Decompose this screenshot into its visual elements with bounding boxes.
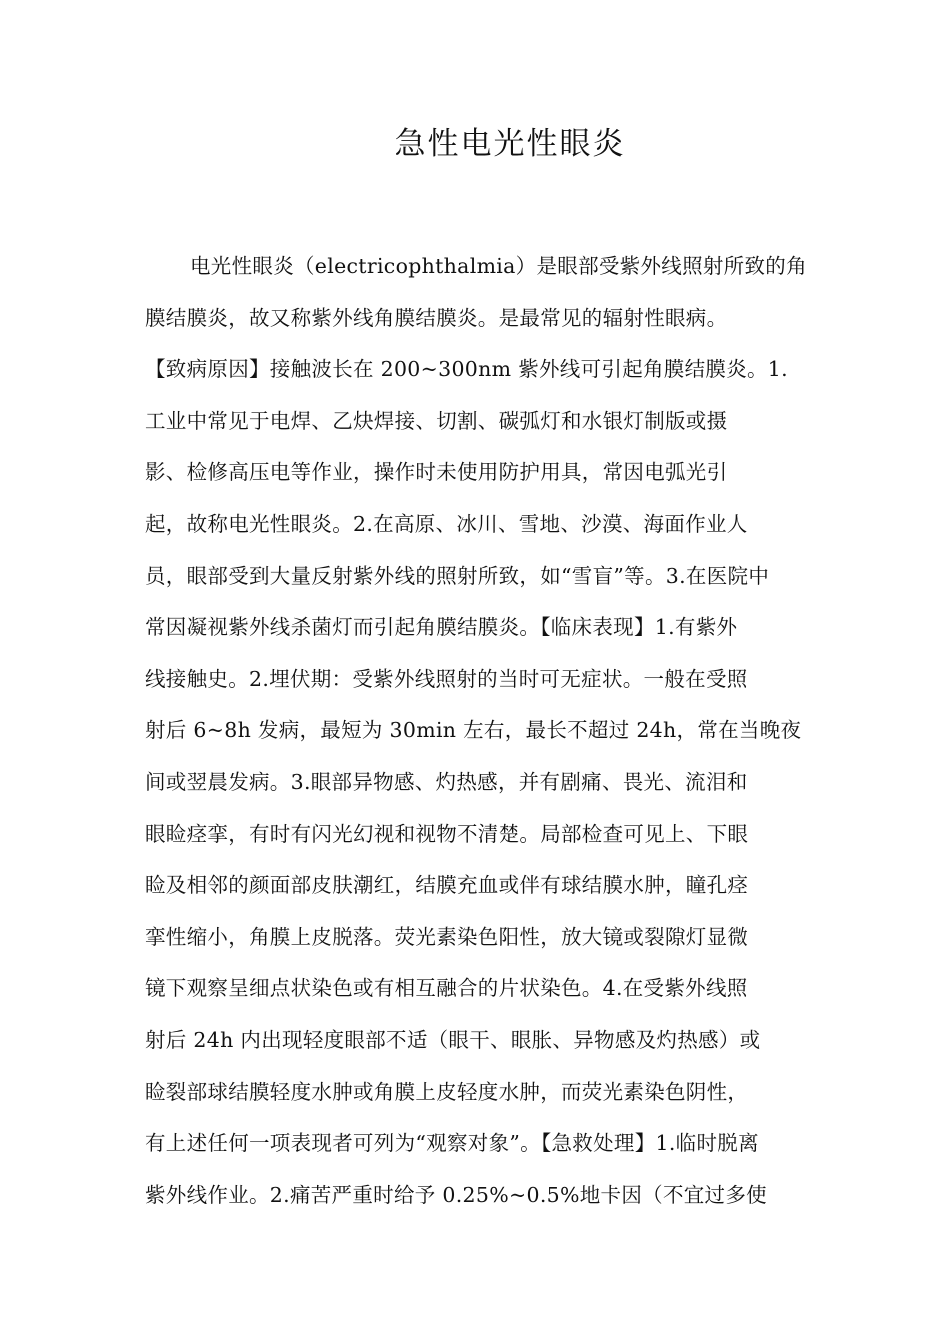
body-line: 常因凝视紫外线杀菌灯而引起角膜结膜炎。【临床表现】1.有紫外 — [145, 615, 738, 640]
document-title: 急性电光性眼炎 — [394, 126, 626, 162]
body-line: 影、检修高压电等作业，操作时未使用防护用具，常因电弧光引 — [145, 460, 728, 485]
body-line: 电光性眼炎（electricophthalmia）是眼部受紫外线照射所致的角 — [190, 254, 807, 278]
body-line: 员，眼部受到大量反射紫外线的照射所致，如“雪盲”等。3.在医院中 — [145, 563, 770, 588]
body-line: 线接触史。2.埋伏期：受紫外线照射的当时可无症状。一般在受照 — [145, 666, 748, 691]
body-line: 【致病原因】接触波长在 200~300nm 紫外线可引起角膜结膜炎。1. — [145, 357, 788, 382]
body-line: 紫外线作业。2.痛苦严重时给予 0.25%~0.5%地卡因（不宜过多使 — [145, 1182, 767, 1207]
body-line: 睑裂部球结膜轻度水肿或角膜上皮轻度水肿，而荧光素染色阴性， — [145, 1079, 749, 1104]
body-line: 睑及相邻的颜面部皮肤潮红，结膜充血或伴有球结膜水肿，瞳孔痉 — [145, 873, 749, 898]
body-line: 有上述任何一项表现者可列为“观察对象”。【急救处理】1.临时脱离 — [145, 1131, 759, 1156]
body-line: 挛性缩小，角膜上皮脱落。荧光素染色阳性，放大镜或裂隙灯显微 — [145, 924, 749, 949]
body-line: 镜下观察呈细点状染色或有相互融合的片状染色。4.在受紫外线照 — [145, 976, 748, 1001]
body-line: 射后 24h 内出现轻度眼部不适（眼干、眼胀、异物感及灼热感）或 — [145, 1027, 761, 1052]
document-body — [145, 248, 825, 1228]
body-line: 起，故称电光性眼炎。2.在高原、冰川、雪地、沙漠、海面作业人 — [145, 511, 748, 536]
body-line: 眼睑痉挛，有时有闪光幻视和视物不清楚。局部检查可见上、下眼 — [145, 821, 749, 846]
body-line: 射后 6~8h 发病，最短为 30min 左右，最长不超过 24h，常在当晚夜 — [145, 718, 802, 743]
body-line: 工业中常见于电焊、乙炔焊接、切割、碳弧灯和水银灯制版或摄 — [145, 408, 728, 433]
body-line: 膜结膜炎，故又称紫外线角膜结膜炎。是最常见的辐射性眼病。 — [145, 305, 728, 330]
body-line: 间或翌晨发病。3.眼部异物感、灼热感，并有剧痛、畏光、流泪和 — [145, 769, 748, 794]
